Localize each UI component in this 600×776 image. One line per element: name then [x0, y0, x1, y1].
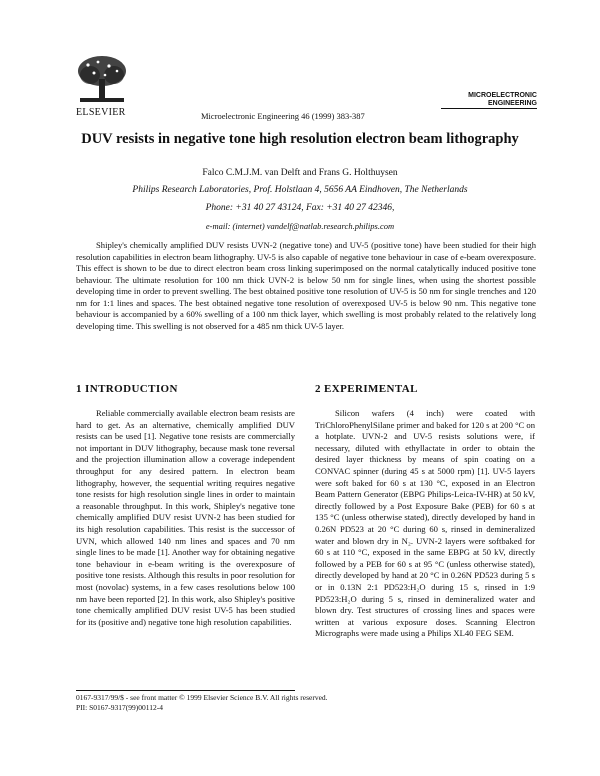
introduction-body: Reliable commercially available electron beam resists are hard to get. As an alternative, chemically amplified DUV resists can be used [1]. Negative tone resists are commercially not important in DUV lithography, because mask tone reversal and the projection illumination allow a coverage independent throughput for any desired pattern. In electron beam lithography, however, the sequential writing requires negative tone resists for high resolution single lines in order to maintain a reasonable throughput. In this work, Shipley's negative tone chemically amplified DUV resist UVN-2 has been studied for its high resolution capabilities. This resist is the successor of UVN, which allowed 140 nm lines and spaces and 70 nm single lines to be made [1]. Another way for obtaining negative tone behaviour in e-beam writing is the overexposure of positive tone resists. Although this results in poor resolution for most (novolac) systems, in a few cases resolutions below 100 nm have been reported [2]. In this work, also Shipley's positive tone chemically amplified DUV resist UV-5 has been studied for its (positive and) negative tone high resolution capabilities.: [76, 408, 295, 627]
experimental-body: Silicon wafers (4 inch) were coated with TriChloroPhenylSilane primer and baked for 120 s at 200 °C on a hotplate. UVN-2 and UV-5 resists solutions were, if necessary, diluted with ethyllactate in order to obtain the desired layer thickness by means of spin coating on a CONVAC spinner (during 45 s at 5000 rpm) [1]. UV-5 layers were soft baked for 60 s at 130 °C, exposed in an Electron Beam Pattern Generator (EBPG Philips-Leica-IV-HR) at 50 kV, directly followed by a Post Exposure Bake (PEB) for 60 s at 135 °C (unless otherwise stated), directly developed by hand in 0.26N PD523 at 20 °C during 60 s, rinsed in demineralized water and blown dry in N₂. UVN-2 layers were softbaked for 60 s at 110 °C, exposed in the same EBPG at 50 kV, directly followed by a PEB for 60 s at 95 °C (unless otherwise stated), directly developed by hand at 20 °C in 0.26N PD523 during 5 s or in 0.13N 2:1 PD523:H₂O during 15 s, rinsed in 1:9 PD523:H₂O during 5 s, rinsed in demineralized water and blown dry. Test structures of crossing lines and spaces were written at various exposure doses. Scanning Electron Micrographs were made using a Philips XL40 FEG SEM.: [315, 408, 535, 639]
paper-title: DUV resists in negative tone high resolution electron beam lithography: [81, 131, 519, 147]
affiliation: Philips Research Laboratories, Prof. Holstlaan 4, 5656 AA Eindhoven, The Netherlands: [132, 185, 468, 195]
journal-brand: [441, 92, 537, 108]
journal-brand-line2: ENGINEERING: [487, 100, 537, 107]
footer-divider: [76, 690, 295, 691]
author-list: Falco C.M.J.M. van Delft and Frans G. Holthuysen: [202, 168, 398, 178]
copyright-footer: [76, 693, 328, 713]
abstract: Shipley's chemically amplified DUV resists UVN-2 (negative tone) and UV-5 (positive tone) have been studied for their high resolution capabilities in electron beam lithography. UV-5 is also capable of negative tone behaviour in case of e-beam overexposure. This effect is shown to be due to direct electron beam cross linking superimposed on the normal catalytically induced positive tone behaviour. The ultimate resolution for 100 nm thick UVN-2 is below 50 nm for single lines, when using the shortest possible developing time in order to prevent swelling. The best obtained positive tone resolution of UV-5 is 50 nm for single trenches and 120 nm for 1:1 lines and spaces. The best obtained negative tone resolution of overexposed UV-5 is below 90 nm. This negative tone behaviour is accompanied by a 60% swelling of a 100 nm thick layer, which swelling is most probably related to the relatively long developing time. This swelling is not observed for a 485 nm thick UV-5 layer.: [76, 240, 536, 331]
journal-brand-line1: MICROELECTRONIC: [468, 92, 537, 99]
journal-citation: Microelectronic Engineering 46 (1999) 383-387: [201, 111, 365, 121]
section-heading-experimental: 2 EXPERIMENTAL: [315, 383, 418, 395]
contact-phone-fax: Phone: +31 40 27 43124, Fax: +31 40 27 42346,: [205, 203, 395, 213]
section-heading-introduction: 1 INTRODUCTION: [76, 383, 178, 395]
publisher-name: ELSEVIER: [76, 107, 126, 118]
elsevier-tree-logo-icon: [74, 53, 130, 105]
contact-email: e-mail: (internet) vandelf@natlab.research.philips.com: [205, 221, 395, 231]
pii-line: PII: S0167-9317(99)00112-4: [76, 703, 164, 712]
copyright-line: 0167-9317/99/$ - see front matter © 1999 Elsevier Science B.V. All rights reserved.: [76, 693, 328, 702]
brand-divider: [441, 108, 537, 109]
